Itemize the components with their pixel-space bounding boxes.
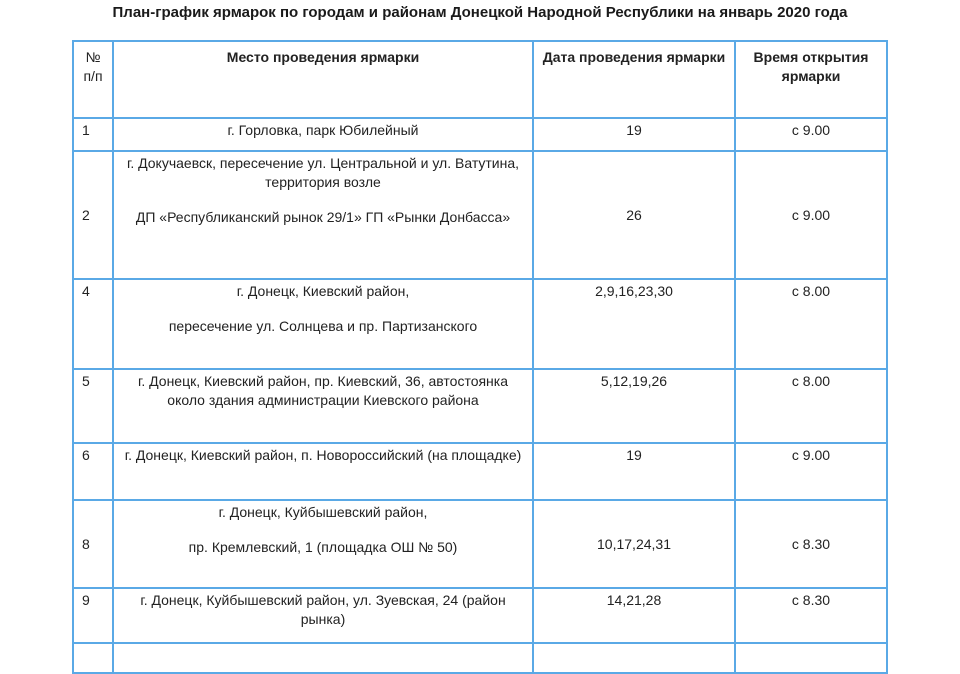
table-row <box>73 151 887 279</box>
place-line: г. Донецк, Куйбышевский район, <box>218 504 428 520</box>
row-num: 9 <box>73 588 113 643</box>
place-line: г. Донецк, Киевский район, <box>236 283 410 299</box>
place-line: г. Докучаевск, пересечение ул. Центральной и ул. Ватутина, территория возле <box>126 155 520 190</box>
place-line: г. Донецк, Киевский район, пр. Киевский, 36, автостоянка около здания администрации Киевского района <box>137 373 509 408</box>
place-line: г. Донецк, Киевский район, п. Новороссийский (на площадке) <box>124 447 522 463</box>
place-line: пр. Кремлевский, 1 (площадка ОШ № 50) <box>188 539 458 555</box>
row-num: 1 <box>73 118 113 151</box>
row-place <box>113 279 533 369</box>
table-row <box>73 118 887 151</box>
header-row <box>73 41 887 118</box>
header-place: Место проведения ярмарки <box>113 41 533 118</box>
table-row-partial <box>73 643 887 673</box>
row-num: 5 <box>73 369 113 443</box>
row-date: 5,12,19,26 <box>533 369 735 443</box>
page-title: План-график ярмарок по городам и районам Донецкой Народной Республики на январь 2020 года <box>112 4 848 21</box>
table-row <box>73 369 887 443</box>
row-date: 10,17,24,31 <box>533 500 735 588</box>
row-time: с 8.00 <box>735 369 887 443</box>
row-place <box>113 443 533 500</box>
row-time: с 8.30 <box>735 588 887 643</box>
row-num: 4 <box>73 279 113 369</box>
row-date: 14,21,28 <box>533 588 735 643</box>
row-num: 6 <box>73 443 113 500</box>
row-date: 26 <box>533 151 735 279</box>
row-date: 19 <box>533 118 735 151</box>
place-line: г. Горловка, парк Юбилейный <box>227 122 419 138</box>
header-num: № п/п <box>73 41 113 118</box>
place-line: г. Донецк, Куйбышевский район, ул. Зуевская, 24 (район рынка) <box>140 592 506 627</box>
header-time: Время открытия ярмарки <box>735 41 887 118</box>
fairs-table <box>72 40 888 674</box>
row-place <box>113 588 533 643</box>
table-row <box>73 443 887 500</box>
row-time: с 9.00 <box>735 443 887 500</box>
row-time: с 9.00 <box>735 151 887 279</box>
row-place <box>113 500 533 588</box>
row-time: с 9.00 <box>735 118 887 151</box>
place-line: пересечение ул. Солнцева и пр. Партизанского <box>168 318 478 334</box>
row-date: 19 <box>533 443 735 500</box>
row-num: 2 <box>73 151 113 279</box>
row-place <box>113 369 533 443</box>
table-row <box>73 588 887 643</box>
place-line: ДП «Республиканский рынок 29/1» ГП «Рынки Донбасса» <box>135 209 511 225</box>
row-time: с 8.00 <box>735 279 887 369</box>
row-place <box>113 151 533 279</box>
table-row <box>73 279 887 369</box>
header-date: Дата проведения ярмарки <box>533 41 735 118</box>
table-row <box>73 500 887 588</box>
row-place <box>113 118 533 151</box>
row-num: 8 <box>73 500 113 588</box>
row-time: с 8.30 <box>735 500 887 588</box>
row-date: 2,9,16,23,30 <box>533 279 735 369</box>
